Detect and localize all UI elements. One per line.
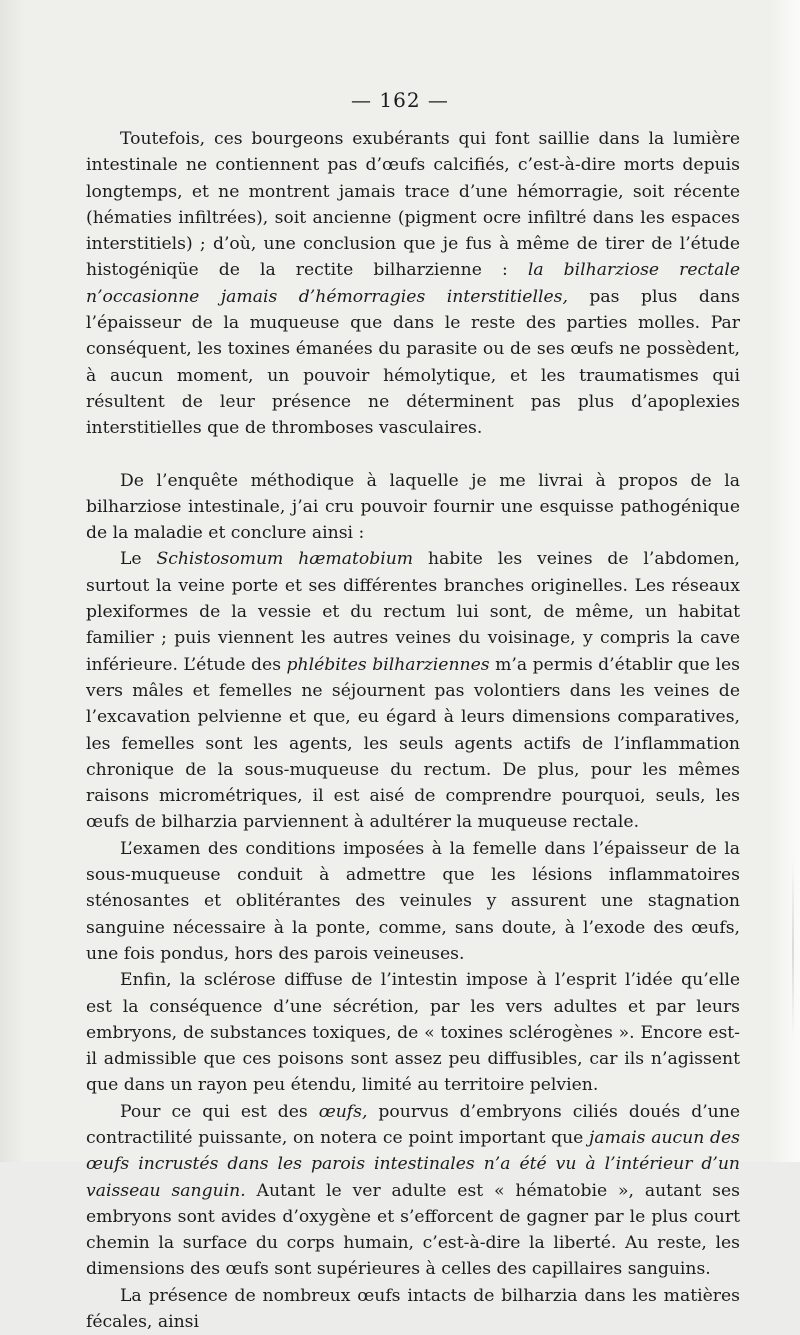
text-segment: De l’enquête méthodique à laquelle je me livrai à propos de la bilharziose intestinale, j’ai cru pouvoir fournir une esquisse pathogénique de la maladie et conclure ainsi :: [86, 470, 740, 544]
body-text: [86, 126, 740, 1335]
italic-segment: phlébites bilharziennes: [286, 654, 490, 675]
text-segment: La présence de nombreux œufs intacts de bilharzia dans les matières fécales, ainsi: [86, 1285, 740, 1333]
text-segment: L’examen des conditions imposées à la femelle dans l’épaisseur de la sous-muqueuse conduit à admettre que les lésions inflammatoires sténosantes et oblitérantes des veinules y assurent une stagnation sanguine nécessaire à la ponte, comme, sans doute, à l’exode des œufs, une fois pondus, hors des parois veineuses.: [86, 838, 740, 964]
text-segment: pas plus dans l’épaisseur de la muqueuse que dans le reste des parties molles. Par conséquent, les toxines émanées du parasite ou de ses œufs ne possèdent, à aucun moment, un pouvoir hémolytique, et les traumatismes qui résultent de leur présence ne déterminent pas plus d’apoplexies interstitielles que de thromboses vasculaires.: [86, 286, 740, 439]
text-segment: m’a permis d’établir que les vers mâles et femelles ne séjournent pas volontiers dans les veines de l’excavation pelvienne et que, eu égard à leurs dimensions comparatives, les femelles sont les agents, les seuls agents actifs de l’inflammation chronique de la sous-muqueuse du rectum. De plus, pour les mêmes raisons micrométriques, il est aisé de comprendre pourquoi, seuls, les œufs de bilharzia parviennent à adultérer la muqueuse rectale.: [86, 654, 740, 833]
page-number: — 162 —: [351, 88, 449, 112]
italic-segment: œufs,: [318, 1101, 368, 1122]
text-segment: Autant le ver adulte est « hématobie », autant ses embryons sont avides d’oxygène et s’efforcent de gagner par le plus court chemin la surface du corps humain, c’est-à-dire la liberté. Au reste, les dimensions des œufs sont supérieures à celles des capillaires sanguins.: [86, 1180, 740, 1280]
italic-segment: la bilharziose rectale n’occasionne jamais d’hémorragies interstitielles,: [86, 260, 740, 307]
paragraph-examen: [86, 836, 740, 967]
text-segment: Enfin, la sclérose diffuse de l’intestin impose à l’esprit l’idée qu’elle est la conséquence d’une sécrétion, par les vers adultes et par leurs embryons, de substances toxiques, de « toxines sclérogènes ». Encore est-il admissible que ces poisons sont assez peu diffusibles, car ils n’agissent que dans un rayon peu étendu, limité au territoire pelvien.: [86, 970, 740, 1096]
text-segment: habite les veines de l’abdomen, surtout la veine porte et ses différentes branches originelles. Les réseaux plexiformes de la vessie et du rectum lui sont, de même, un habitat familier ; puis viennent les autres veines du voisinage, y compris la cave inférieure. L’étude des: [86, 549, 740, 675]
paragraph-presence: [86, 1283, 740, 1335]
text-segment: Pour ce qui est des: [120, 1101, 319, 1122]
text-segment: Toutefois, ces bourgeons exubérants qui font saillie dans la lumière intestinale ne contiennent pas d’œufs calcifiés, c’est-à-dire morts depuis longtemps, et ne montrent jamais trace d’une hémorragie, soit récente (hématies infiltrées), soit ancienne (pigment ocre infiltré dans les espaces interstitiels) ; d’où, une conclusion que je fus à même de tirer de l’étude histogéniqüe de la rectite bilharzienne :: [86, 129, 740, 281]
text-segment: pourvus d’embryons ciliés doués d’une contractilité puissante, on notera ce point important que: [86, 1101, 740, 1148]
paragraph-oeufs: [86, 1099, 740, 1283]
text-segment: Le: [120, 549, 157, 570]
paragraph-toutefois: [86, 126, 740, 442]
scan-edge-shadow: [792, 860, 794, 1040]
italic-segment: Schistosomum hæmatobium: [156, 549, 414, 570]
paragraph-schistosomum: [86, 546, 740, 835]
paragraph-enquete: [86, 468, 740, 547]
paragraph-enfin: [86, 967, 740, 1098]
italic-segment: jamais aucun des œufs incrustés dans les parois intestinales n’a été vu à l’intérieur d’un vaisseau sanguin.: [86, 1127, 740, 1201]
